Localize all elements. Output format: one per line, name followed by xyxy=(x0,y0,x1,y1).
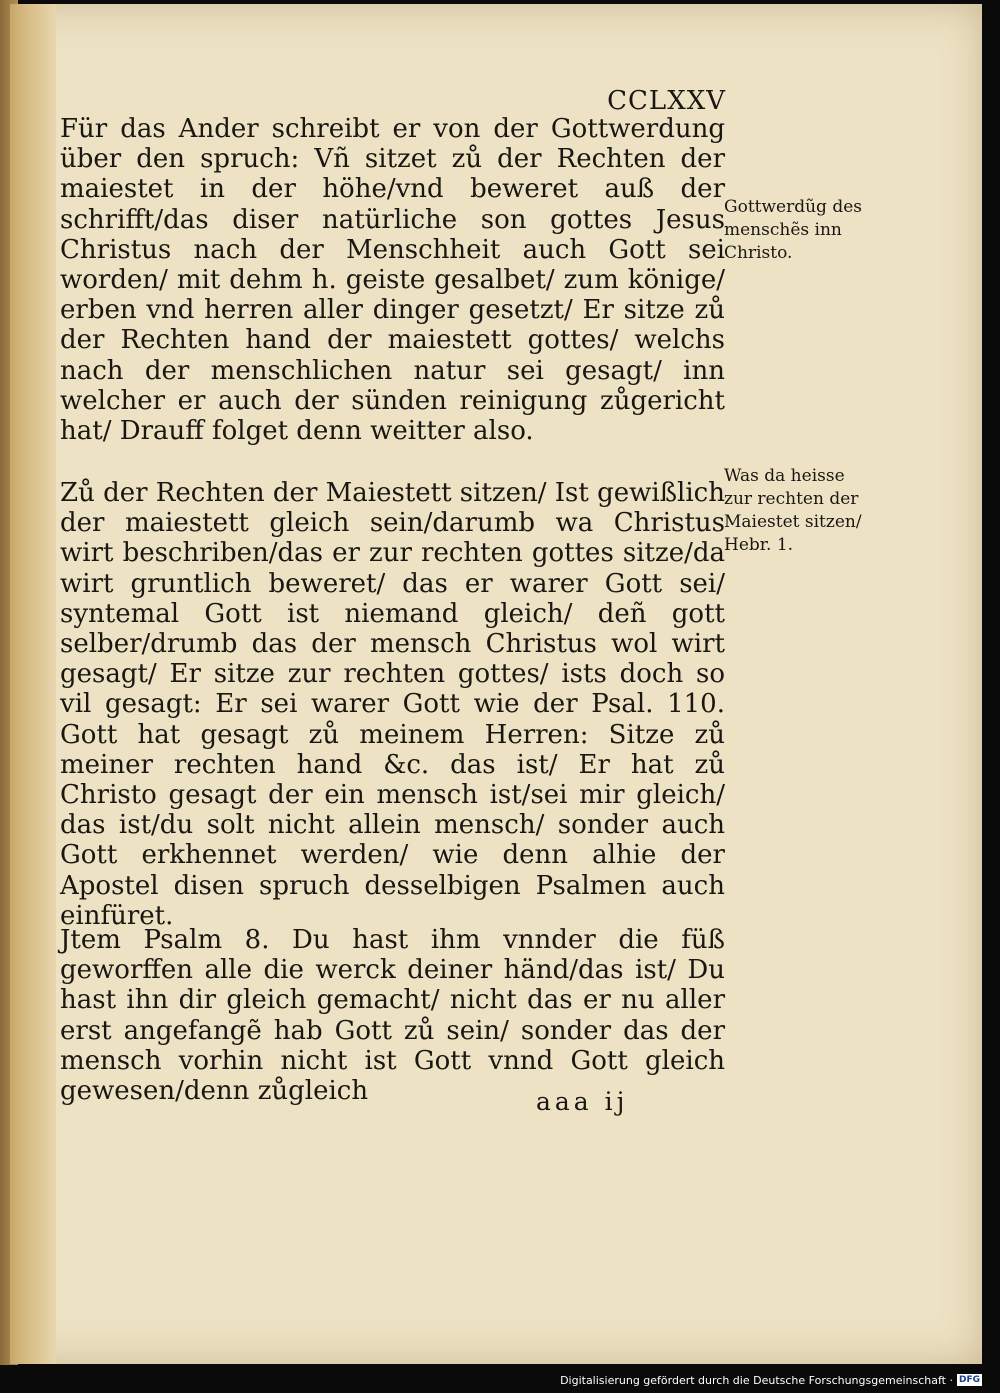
folio-number: CCLXXV xyxy=(607,86,726,116)
marginal-note-1: Gottwerdũg des menschẽs inn Christo. xyxy=(724,197,863,263)
paragraph-1: Für das Ander schreibt er von der Gottwerdung über den spruch: Vñ sitzet zů der Rechten der maiestet in der höhe/vnd beweret auß der schrifft/das diser natürliche son gottes Jesus Christus nach der Menschheit auch Gott sei worden/ mit dehm h. geiste gesalbet/ zum könige/ erben vnd herren aller dinger gesetzt/ Er sitze zů der Rechten hand der maiestett gottes/ welchs nach der menschlichen natur sei gesagt/ inn welcher er auch der sünden reinigung zůgericht hat/ Drauff folget denn weitter also. xyxy=(60,114,725,447)
paragraph-2: Zů der Rechten der Maiestett sitzen/ Ist gewißlich der maiestett gleich sein/darumb wa Christus wirt beschriben/das er zur rechten gottes sitze/da wirt gruntlich beweret/ das er warer Gott sei/ syntemal Gott ist niemand gleich/ deñ gott selber/drumb das der mensch Christus wol wirt gesagt/ Er sitze zur rechten gottes/ ists doch so vil gesagt: Er sei warer Gott wie der Psal. 110. Gott hat gesagt zů meinem Herren: Sitze zů meiner rechten hand &c. das ist/ Er hat zů Christo gesagt der ein mensch ist/sei mir gleich/ das ist/du solt nicht allein mensch/ sonder auch Gott erkhennet werden/ wie denn alhie der Apostel disen spruch desselbigen Psalmen auch einfüret. xyxy=(60,478,725,931)
footer-credit: Digitalisierung gefördert durch die Deutsche Forschungsgemeinschaft · xyxy=(560,1373,953,1387)
dfg-logo: DFG xyxy=(958,1375,980,1385)
page-gutter xyxy=(10,4,56,1364)
digitization-footer xyxy=(560,1371,982,1389)
signature-mark: aaa ij xyxy=(536,1087,629,1116)
marginal-note-2: Was da heisse zur rechten der Maiestet sitzen/ Hebr. 1. xyxy=(724,466,862,555)
paragraph-3: Jtem Psalm 8. Du hast ihm vnnder die füß geworffen alle die werck deiner händ/das ist/ Du hast ihn dir gleich gemacht/ nicht das er nu aller erst angefangẽ hab Gott zů sein/ sonder das der mensch vorhin nicht ist Gott vnnd Gott gleich gewesen/denn zůgleich xyxy=(60,925,725,1107)
